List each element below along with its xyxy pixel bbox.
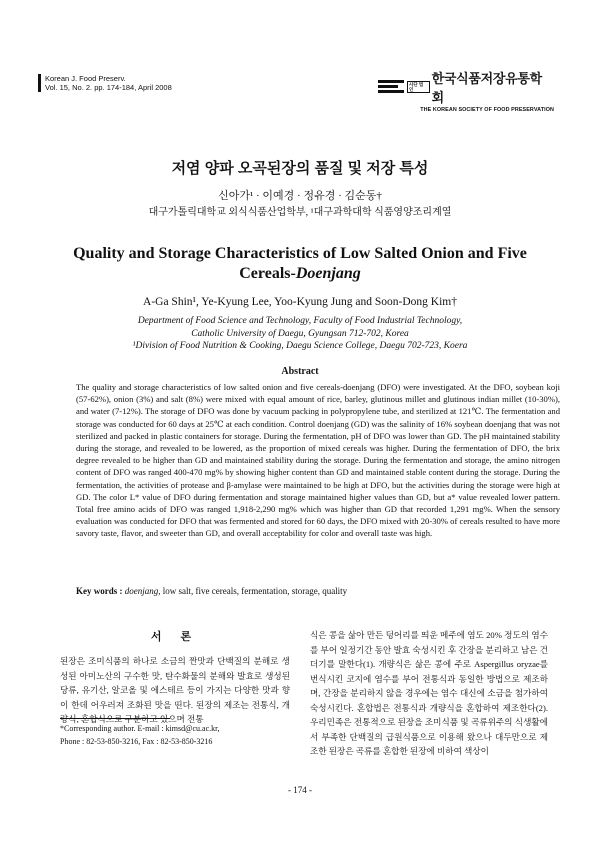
keywords (76, 586, 566, 596)
affiliation-line-3: ¹Division of Food Nutrition & Cooking, Daegu Science College, Daegu 702-723, Koera (132, 341, 468, 351)
footnote-divider (60, 718, 170, 719)
english-affiliation (0, 315, 600, 353)
journal-name: Korean J. Food Preserv. (45, 74, 126, 83)
society-name-ko: 한국식품저장유통학회 (431, 71, 542, 105)
english-title (60, 244, 540, 284)
abstract-heading: Abstract (281, 366, 319, 377)
keyword-first: doenjang (124, 586, 159, 596)
page-number: - 174 - (288, 785, 312, 795)
korean-title: 저염 양파 오곡된장의 품질 및 저장 특성 (171, 160, 429, 177)
intro-right-column: 식은 콩을 삶아 만든 덩어리를 띄운 메주에 염도 20% 정도의 염수를 부어 일정기간 동안 발효 숙성시킨 후 간장을 분리하고 남은 건더기를 말한다(1). 개량식은 삶은 콩에 주로 Aspergillus oryzae를 번식시킨 코지에 염수를 부어 전통식과 동일한 방법으로 제조하며, 간장을 분리하지 않을 경우에는 염수 대신에 소금을 첨가하여 숙성시킨다. 혼합법은 전통식과 개량식을 혼합하여 제조한다(2). 우리민족은 전통적으로 된장을 조미식품 및 곡류위주의 식생활에서 부족한 단백질의 급원식품으로 이용해 왔으나 대두만으로 제조한 된장은 곡류를 혼합한 된장에 비하여 색상이 (310, 630, 548, 756)
keywords-label: Key words : (76, 586, 123, 596)
intro-left-column: 된장은 조미식품의 하나로 소금의 짠맛과 단백질의 분해로 생성된 아미노산의 구수한 맛, 탄수화물의 분해와 발효로 생성된 당류, 유기산, 알코올 및 에스테르 등이 가지는 다양한 맛과 향이 한데 어우러져 조화된 맛을 띤다. 된장의 제조는 전통식, 개량식, 혼합식으로 구분하고 있으며 전통 (60, 656, 290, 724)
korean-authors: 신아가¹ · 이예경 · 정유경 · 김순동† (218, 190, 382, 202)
journal-volume: Vol. 15, No. 2. pp. 174-184, April 2008 (45, 83, 172, 92)
keywords-rest: , low salt, five cereals, fermentation, storage, quality (158, 586, 348, 596)
society-name-en: THE KOREAN SOCIETY OF FOOD PRESERVATION (420, 107, 554, 113)
journal-citation (38, 74, 172, 92)
footnote-phone: Phone : 82-53-850-3216, Fax : 82-53-850-3216 (60, 737, 213, 746)
footnote (60, 722, 290, 748)
affiliation-line-2: Catholic University of Daegu, Gyungsan 712-702, Korea (191, 328, 409, 339)
section-heading-intro: 서 론 (150, 631, 200, 643)
english-title-main: Quality and Storage Characteristics of Low Salted Onion and Five Cereals- (73, 245, 527, 282)
abstract-body: The quality and storage characteristics of low salted onion and five cereals-doenjang (DFO) were investigated. At the DFO, soybean koji (57-62%), onion (3%) and salt (8%) were mixed with equal amount of rice, barley, glutinous millet and glutinous indian millet (10-30%), and water (7-12%). The storage of DFO was done by vacuum packing in polypropylene tube, and sterilized at 121℃. The fermentation and storage was conducted for 60 days at 25℃ at each condition. Control doenjang (GD) was the salinity of 16% soybean doenjang that was not sterilized and packed in plastic containers for storage. During the fermentation, pH of DFO was lower than GD. The pH maintained stability during the storage, and revealed to be lowered, as the proportion of mixed cereals was higher. During the fermentation of DFO, the brix degree revealed to be higher than GD and maintained stability during the storage. During the fermentation and storage, the amino nitrogen content of DFO was ranged 400-470 mg% by showing higher content than GD and maintained stable content during the storage. During the fermentation, the activities of protease and β-amylase were maintained to be high at DFO, but the activities during the storage were high at GD. The color L* value of DFO during fermentation and storage maintained higher values than GD, but a* value revealed lower pattern. Total free amino acids of DFO was ranged 1,918-2,290 mg% which was higher than GD that recorded 1,291 mg%. When the sensory evaluation was conducted for DFO that was fermented and stored for 60 days, the DFO mixed with 20-30% of cereals resulted to have more savory taste, flavor, and sweeter than GD, and overall acceptability for color and overall taste was high. (76, 382, 560, 539)
footnote-email: *Corresponding author. E-mail : kimsd@cu.ac.kr, (60, 724, 220, 733)
english-authors: A-Ga Shin¹, Ye-Kyung Lee, Yoo-Kyung Jung and Soon-Dong Kim† (143, 296, 457, 308)
english-title-italic: Doenjang (295, 265, 361, 282)
society-logo-icon (378, 79, 404, 95)
affiliation-line-1: Department of Food Science and Technology, Faculty of Food Industrial Technology, (137, 316, 463, 326)
society-badge: 사단 법인 (407, 81, 430, 93)
korean-affiliation: 대구가톨릭대학교 외식식품산업학부, ¹대구과학대학 식품영양조리계열 (148, 207, 452, 218)
society-header (378, 68, 554, 113)
